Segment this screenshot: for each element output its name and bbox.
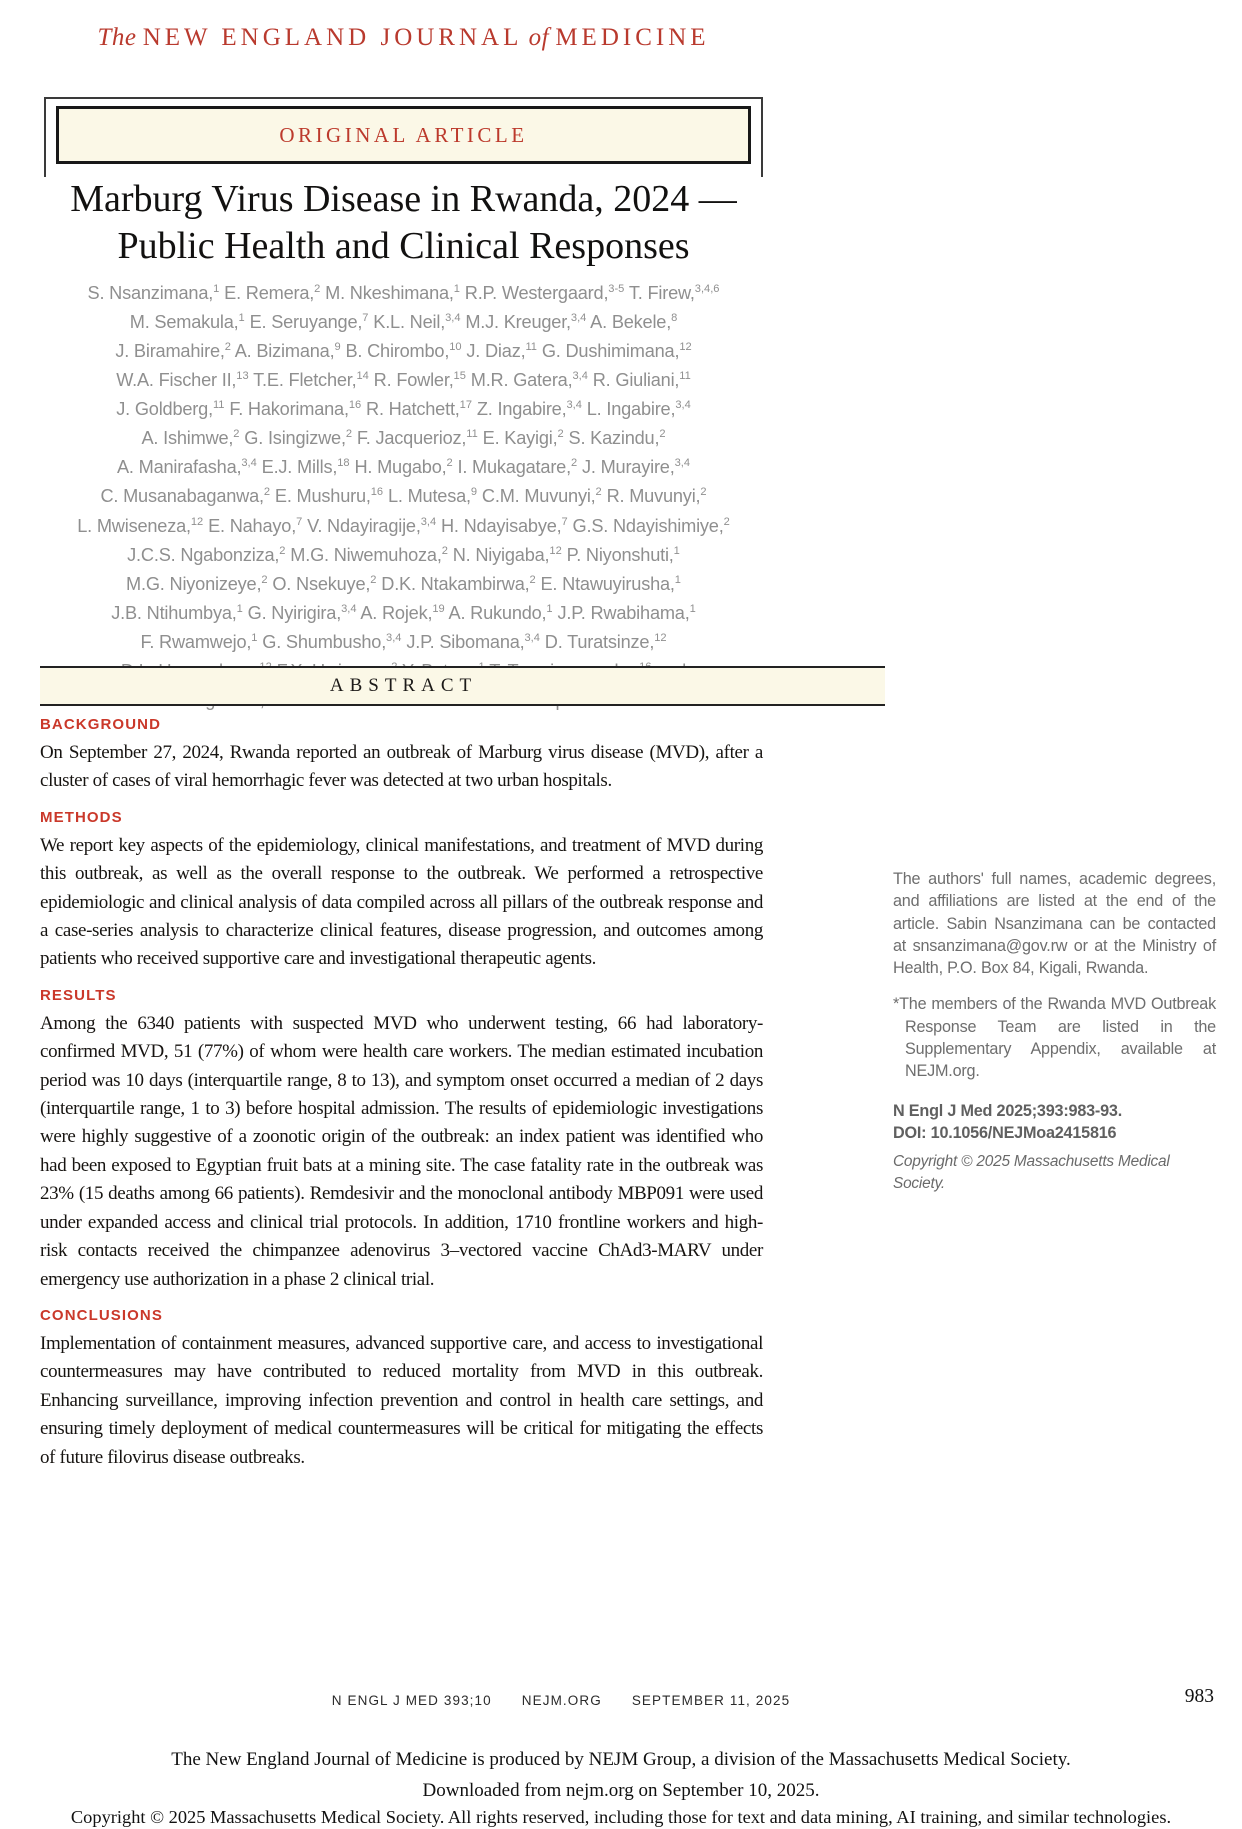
section-heading-results: RESULTS — [40, 986, 117, 1004]
footer-date: SEPTEMBER 11, 2025 — [631, 1693, 791, 1708]
original-article-label: ORIGINAL ARTICLE — [279, 122, 528, 147]
abstract-banner — [40, 666, 885, 706]
section-text-results: Among the 6340 patients with suspected MVD who underwent testing, 66 had laboratory-confirmed MVD, 51 (77%) of whom were health care workers. The median estimated incubation period was 10 days (interquartile range, 8 to 13), and symptom onset occurred a median of 2 days (interquartile range, 1 to 3) before hospital admission. The results of epidemiologic investigations were highly suggestive of a zoonotic origin of the outbreak: an index patient was identified who had been exposed to Egyptian fruit bats at a mining site. The case fatality rate in the outbreak was 23% (15 deaths among 66 patients). Remdesivir and the monoclonal antibody MBP091 were used under expanded access and clinical trial protocols. In addition, 1710 frontline workers and high-risk contacts received the chimpanzee adenovirus 3–vectored vaccine ChAd3-MARV under emergency use authorization in a phase 2 clinical trial. — [40, 1012, 763, 1290]
footer-running-foot — [0, 1693, 1122, 1708]
masthead-part1: NEW ENGLAND JOURNAL — [142, 24, 523, 51]
author-line: M. Semakula,$^1$ E. Seruyange,$^7$ K.L. Neil,$^{3,4}$ M.J. Kreuger,$^{3,4}$ A. Bekele,$^8$ — [129, 312, 678, 333]
sidebar — [893, 868, 1216, 1195]
article-title — [40, 176, 767, 270]
section-text-methods: We report key aspects of the epidemiology, clinical manifestations, and treatment of MVD during this outbreak, as well as the overall response to the outbreak. We performed a retrospective epidemiologic and clinical analysis of data compiled across all pillars of the outbreak response and a case-series analysis to characterize clinical features, disease progression, and outcomes among patients who received supportive care and investigational therapeutic agents. — [40, 834, 763, 970]
abstract-banner-label: ABSTRACT — [329, 675, 478, 696]
masthead-part2: MEDICINE — [555, 24, 710, 51]
journal-masthead — [40, 24, 767, 52]
author-line: F. Rwamwejo,$^1$ G. Shumbusho,$^{3,4}$ J.P. Sibomana,$^{3,4}$ D. Turatsinze,$^{12}$ — [140, 631, 667, 652]
footer-copyright: Copyright © 2025 Massachusetts Medical Society. All rights reserved, including those for text and data mining, AI training, and similar technologies. — [70, 1807, 1172, 1827]
sidebar-team-note: *The members of the Rwanda MVD Outbreak Response Team are listed in the Supplementary Appendix, available at NEJM.org. — [893, 995, 1216, 1081]
footer-produced-by: The New England Journal of Medicine is produced by NEJM Group, a division of the Massachusetts Medical Society. — [171, 1749, 1071, 1770]
footer-journal-ref: N ENGL J MED 393;10 — [331, 1693, 492, 1708]
author-line: L. Mwiseneza,$^{12}$ E. Nahayo,$^7$ V. Ndayiragije,$^{3,4}$ H. Ndayisabye,$^7$ G.S. Ndayishimiye,$^2$ — [77, 515, 730, 536]
original-article-banner — [56, 106, 751, 164]
author-line: J. Biramahire,$^2$ A. Bizimana,$^9$ B. Chirombo,$^{10}$ J. Diaz,$^{11}$ G. Dushimimana,$^{12}$ — [115, 341, 692, 362]
page-number: 983 — [1184, 1686, 1214, 1707]
article-title-line2: Public Health and Clinical Responses — [117, 225, 690, 267]
article-title-line1: Marburg Virus Disease in Rwanda, 2024 — — [70, 178, 737, 220]
author-line: W.A. Fischer II,$^{13}$ T.E. Fletcher,$^{14}$ R. Fowler,$^{15}$ M.R. Gatera,$^{3,4}$ R. Giuliani,$^{11}$ — [116, 370, 691, 391]
section-heading-background: BACKGROUND — [40, 716, 161, 733]
sidebar-contact-note: The authors' full names, academic degrees, and affiliations are listed at the end of the article. Sabin Nsanzimana can be contacted at snsanzimana@gov.rw or at the Ministry of Health, P.O. Box 84, Kigali, Rwanda. — [893, 870, 1216, 978]
section-heading-methods: METHODS — [40, 808, 123, 826]
masthead-of: of — [528, 24, 550, 51]
sidebar-copyright: Copyright © 2025 Massachusetts Medical Society. — [893, 1152, 1170, 1192]
section-text-conclusions: Implementation of containment measures, advanced supportive care, and access to investigational countermeasures may have contributed to reduced mortality from MVD in this outbreak. Enhancing surveillance, improving infection prevention and control in health care settings, and ensuring timely deployment of medical countermeasures will be critical for mitigating the effects of future filovirus disease outbreaks. — [40, 1332, 763, 1468]
section-text-background: On September 27, 2024, Rwanda reported an outbreak of Marburg virus disease (MVD), after a cluster of cases of viral hemorrhagic fever was detected at two urban hospitals. — [40, 742, 763, 792]
author-line: S. Nsanzimana,$^1$ E. Remera,$^2$ M. Nkeshimana,$^1$ R.P. Westergaard,$^{3-5}$ T. Firew,$^{3,4,6}$ — [87, 283, 720, 304]
section-heading-conclusions: CONCLUSIONS — [40, 1306, 163, 1324]
author-line: M.G. Niyonizeye,$^2$ O. Nsekuye,$^2$ D.K. Ntakambirwa,$^2$ E. Ntawuyirusha,$^1$ — [126, 573, 681, 594]
author-line: J. Goldberg,$^{11}$ F. Hakorimana,$^{16}$ R. Hatchett,$^{17}$ Z. Ingabire,$^{3,4}$ L. Ingabire,$^{3,4}$ — [116, 399, 691, 420]
masthead-the: The — [97, 24, 137, 51]
author-line: J.C.S. Ngabonziza,$^2$ M.G. Niwemuhoza,$^2$ N. Niyigaba,$^{12}$ P. Niyonshuti,$^1$ — [127, 544, 680, 565]
footer-site: NEJM.ORG — [521, 1693, 602, 1708]
author-line: J.B. Ntihumbya,$^1$ G. Nyirigira,$^{3,4}$ A. Rojek,$^{19}$ A. Rukundo,$^1$ J.P. Rwabihama,$^1$ — [111, 602, 696, 623]
sidebar-doi: DOI: 10.1056/NEJMoa2415816 — [893, 1123, 1117, 1142]
author-list — [30, 277, 777, 713]
author-line: A. Manirafasha,$^{3,4}$ E.J. Mills,$^{18}$ H. Mugabo,$^2$ I. Mukagatare,$^2$ J. Murayire,$^{3,4}$ — [116, 457, 690, 478]
author-line: C. Musanabaganwa,$^2$ E. Mushuru,$^{16}$ L. Mutesa,$^9$ C.M. Muvunyi,$^2$ R. Muvunyi,$^2$ — [100, 486, 707, 507]
footer-downloaded: Downloaded from nejm.org on September 10, 2025. — [422, 1780, 820, 1801]
abstract-body — [40, 716, 763, 1472]
sidebar-citation: N Engl J Med 2025;393:983-93. — [893, 1101, 1123, 1120]
author-line: A. Ishimwe,$^2$ G. Isingizwe,$^2$ F. Jacquerioz,$^{11}$ E. Kayigi,$^2$ S. Kazindu,$^2$ — [141, 428, 666, 449]
